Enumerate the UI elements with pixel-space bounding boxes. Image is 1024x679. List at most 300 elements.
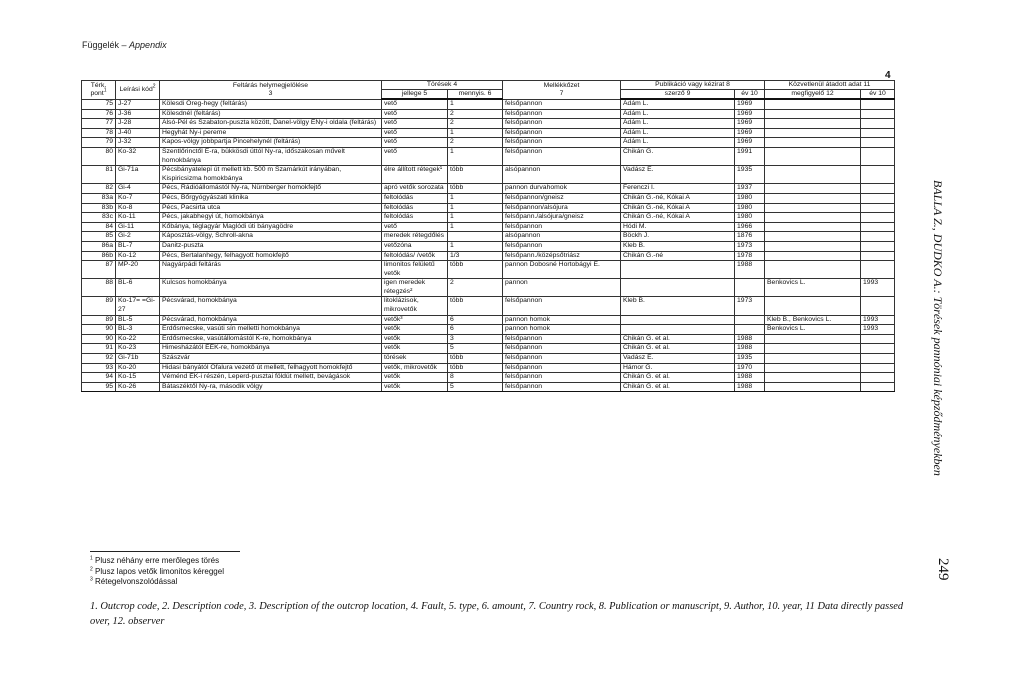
cell-jellege: vetők bbox=[382, 325, 448, 335]
cell-ev: 1988 bbox=[735, 334, 765, 344]
cell-pont: 91 bbox=[82, 344, 116, 354]
cell-mennyiseg: 1 bbox=[448, 193, 503, 203]
cell-kod: J-36 bbox=[116, 109, 160, 119]
cell-jellege: vető bbox=[382, 119, 448, 129]
cell-megfigyelo bbox=[765, 261, 861, 279]
cell-szerzo: Chikán G. bbox=[621, 147, 735, 165]
cell-hely: Szentlőrinctől É-ra, bükkösdi úttól Ny-ra, időszakosan művelt homokbánya bbox=[160, 147, 382, 165]
table-row bbox=[82, 297, 895, 315]
cell-szerzo: Chikán G. et al. bbox=[621, 334, 735, 344]
cell-szerzo: Vadász E. bbox=[621, 354, 735, 364]
table-row bbox=[82, 232, 895, 242]
cell-megfigyelo bbox=[765, 222, 861, 232]
cell-jellege: élre állított rétegek¹ bbox=[382, 166, 448, 184]
cell-pont: 85 bbox=[82, 232, 116, 242]
cell-megfigyelo: Benkovics L. bbox=[765, 279, 861, 297]
cell-megfigyelo: Benkovics L. bbox=[765, 325, 861, 335]
cell-kozet: felsőpannon bbox=[503, 109, 621, 119]
cell-ev2 bbox=[861, 166, 895, 184]
cell-szerzo: Böckh J. bbox=[621, 232, 735, 242]
faults-appendix-table bbox=[81, 80, 895, 392]
cell-mennyiseg: 1 bbox=[448, 213, 503, 223]
cell-kozet: felsőpannon bbox=[503, 344, 621, 354]
cell-kozet: felsőpannon bbox=[503, 138, 621, 148]
cell-mennyiseg: 1/3 bbox=[448, 251, 503, 261]
cell-kod: Ko-26 bbox=[116, 382, 160, 392]
cell-hely: Danitz-puszta bbox=[160, 241, 382, 251]
cell-hely: Pécsbányatelepi út mellett kb. 500 m Szamárkút irányában, Kispiricsizma homokbánya bbox=[160, 166, 382, 184]
table-row bbox=[82, 203, 895, 213]
cell-pont: 80 bbox=[82, 147, 116, 165]
cell-pont: 83a bbox=[82, 193, 116, 203]
cell-mennyiseg: 1 bbox=[448, 99, 503, 109]
cell-mennyiseg: több bbox=[448, 297, 503, 315]
cell-hely: Pécs, Pacsirta utca bbox=[160, 203, 382, 213]
cell-jellege: vető bbox=[382, 128, 448, 138]
cell-kozet: felsőpannon bbox=[503, 99, 621, 109]
cell-hely: Erdősmecske, vasútállomástól K-re, homokbánya bbox=[160, 334, 382, 344]
cell-ev2 bbox=[861, 109, 895, 119]
cell-kod: Gi-71a bbox=[116, 166, 160, 184]
cell-kod: Ko-17= =Gi-27 bbox=[116, 297, 160, 315]
cell-mennyiseg: több bbox=[448, 354, 503, 364]
cell-ev: 1973 bbox=[735, 241, 765, 251]
cell-mennyiseg: 1 bbox=[448, 222, 503, 232]
cell-pont: 89 bbox=[82, 315, 116, 325]
cell-kozet: felsőpannon/gneisz bbox=[503, 193, 621, 203]
cell-pont: 92 bbox=[82, 354, 116, 364]
cell-hely: Pécs, Bertalanhegy, felhagyott homokfejtő bbox=[160, 251, 382, 261]
cell-szerzo: Ádám L. bbox=[621, 99, 735, 109]
column-legend: 1. Outcrop code, 2. Description code, 3. Description of the outcrop location, 4. Fault, 5. type, 6. amount, 7. Country rock, 8. Publication or manuscript, 9. Author, 10. year, 11 Data directly passed over, 12. observer bbox=[90, 601, 904, 627]
running-header bbox=[82, 40, 167, 50]
cell-kozet: pannon Dobosné Hortobágyi E. bbox=[503, 261, 621, 279]
cell-kod: J-27 bbox=[116, 99, 160, 109]
cell-ev2 bbox=[861, 251, 895, 261]
table-row bbox=[82, 222, 895, 232]
cell-pont: 77 bbox=[82, 119, 116, 129]
header-mellekkozet: Mellékkőzet 7 bbox=[503, 81, 621, 100]
cell-ev: 1980 bbox=[735, 203, 765, 213]
table-row bbox=[82, 213, 895, 223]
cell-ev2: 1993 bbox=[861, 279, 895, 297]
cell-kod: Gi-4 bbox=[116, 184, 160, 194]
cell-pont: 76 bbox=[82, 109, 116, 119]
cell-pont: 83c bbox=[82, 213, 116, 223]
column-marker-4: 4 bbox=[885, 70, 891, 81]
cell-ev2 bbox=[861, 119, 895, 129]
cell-pont: 93 bbox=[82, 363, 116, 373]
cell-ev2 bbox=[861, 128, 895, 138]
cell-jellege: apró vetők sorozata bbox=[382, 184, 448, 194]
cell-jellege: feltolódás/ /vetők bbox=[382, 251, 448, 261]
cell-jellege: limonitos felületű vetők bbox=[382, 261, 448, 279]
header-megfigyelo: megfigyelő 12 bbox=[765, 90, 861, 100]
cell-jellege: meredek rétegdőlés bbox=[382, 232, 448, 242]
cell-szerzo: Ádám L. bbox=[621, 138, 735, 148]
cell-ev: 1935 bbox=[735, 354, 765, 364]
cell-ev2 bbox=[861, 213, 895, 223]
cell-jellege: vető bbox=[382, 99, 448, 109]
cell-kozet: felsőpannon bbox=[503, 222, 621, 232]
table-row bbox=[82, 193, 895, 203]
cell-jellege: feltolódás bbox=[382, 213, 448, 223]
cell-hely: Pécsvárad, homokbánya bbox=[160, 297, 382, 315]
cell-pont: 86a bbox=[82, 241, 116, 251]
cell-szerzo bbox=[621, 279, 735, 297]
cell-kozet: felsőpannon bbox=[503, 297, 621, 315]
table-row bbox=[82, 382, 895, 392]
cell-mennyiseg: 1 bbox=[448, 241, 503, 251]
cell-szerzo: Hódi M. bbox=[621, 222, 735, 232]
cell-szerzo: Ádám L. bbox=[621, 109, 735, 119]
cell-szerzo bbox=[621, 315, 735, 325]
header-kozvetlenul: Közvetlenül átadott adat 11 bbox=[765, 81, 895, 90]
table-row bbox=[82, 109, 895, 119]
cell-ev2 bbox=[861, 99, 895, 109]
cell-megfigyelo: Kleb B., Benkovics L. bbox=[765, 315, 861, 325]
cell-hely: Káposztás-völgy, Schroll-akna bbox=[160, 232, 382, 242]
cell-mennyiseg: 1 bbox=[448, 147, 503, 165]
cell-mennyiseg: 1 bbox=[448, 128, 503, 138]
cell-kozet: felsőpannon bbox=[503, 354, 621, 364]
cell-kod: Ko-12 bbox=[116, 251, 160, 261]
cell-megfigyelo bbox=[765, 232, 861, 242]
cell-kozet: alsópannon bbox=[503, 166, 621, 184]
cell-ev: 1980 bbox=[735, 193, 765, 203]
cell-mennyiseg: 2 bbox=[448, 109, 503, 119]
cell-hely: Pécs, Rádióállomástól Ny-ra, Nürnberger homokfejtő bbox=[160, 184, 382, 194]
cell-hely: Szászvár bbox=[160, 354, 382, 364]
cell-hely: Bátaszéktől Ny-ra, második völgy bbox=[160, 382, 382, 392]
cell-mennyiseg: 8 bbox=[448, 373, 503, 383]
cell-kozet: felsőpannon bbox=[503, 363, 621, 373]
table-row bbox=[82, 166, 895, 184]
cell-ev: 1969 bbox=[735, 138, 765, 148]
table-row bbox=[82, 184, 895, 194]
cell-hely: Kapos-völgy jobbpartja Pincehelynél (feltárás) bbox=[160, 138, 382, 148]
cell-jellege: feltolódás bbox=[382, 193, 448, 203]
cell-kod: Ko-23 bbox=[116, 344, 160, 354]
cell-pont: 94 bbox=[82, 373, 116, 383]
cell-kozet: pannon homok bbox=[503, 315, 621, 325]
cell-kozet: felsőpann./alsójura/gneisz bbox=[503, 213, 621, 223]
cell-ev: 1988 bbox=[735, 261, 765, 279]
cell-jellege: törések bbox=[382, 354, 448, 364]
cell-hely: Véménd ÉK-i részén, Leperd-pusztai földút mellett, bevágások bbox=[160, 373, 382, 383]
cell-jellege: vető bbox=[382, 138, 448, 148]
cell-hely: Himesházától ÉÉK-re, homokbánya bbox=[160, 344, 382, 354]
cell-mennyiseg: több bbox=[448, 184, 503, 194]
running-header-en: Appendix bbox=[129, 40, 167, 50]
cell-kod: Ko-22 bbox=[116, 334, 160, 344]
cell-ev2 bbox=[861, 382, 895, 392]
cell-ev: 1935 bbox=[735, 166, 765, 184]
cell-kozet: felsőpannon/alsójura bbox=[503, 203, 621, 213]
cell-ev: 1969 bbox=[735, 119, 765, 129]
cell-kozet: pannon homok bbox=[503, 325, 621, 335]
cell-kozet: felsőpannon bbox=[503, 147, 621, 165]
cell-pont: 75 bbox=[82, 99, 116, 109]
cell-jellege: vetők³ bbox=[382, 315, 448, 325]
cell-megfigyelo bbox=[765, 109, 861, 119]
cell-kod: MP-20 bbox=[116, 261, 160, 279]
cell-szerzo: Chikán G. et al. bbox=[621, 373, 735, 383]
cell-megfigyelo bbox=[765, 99, 861, 109]
header-ev: év 10 bbox=[735, 90, 765, 100]
header-toresek: Törések 4 bbox=[382, 81, 503, 90]
table-row bbox=[82, 251, 895, 261]
footnote-2: $^2$ Plusz lapos vetők limonitos kéreggel bbox=[90, 565, 224, 576]
cell-hely: Hegyhát Ny-i pereme bbox=[160, 128, 382, 138]
cell-ev: 1988 bbox=[735, 344, 765, 354]
cell-jellege: vetők bbox=[382, 334, 448, 344]
cell-ev2 bbox=[861, 363, 895, 373]
table-row bbox=[82, 119, 895, 129]
cell-ev: 1969 bbox=[735, 128, 765, 138]
cell-kod: Ko-15 bbox=[116, 373, 160, 383]
cell-ev2: 1993 bbox=[861, 325, 895, 335]
cell-szerzo: Ádám L. bbox=[621, 128, 735, 138]
header-terk-pont: Térk. pont$^1$ bbox=[82, 81, 116, 100]
header-publikacio: Publikáció vagy kézirat 8 bbox=[621, 81, 765, 90]
cell-megfigyelo bbox=[765, 373, 861, 383]
cell-szerzo: Chikán G.-né, Kókai A bbox=[621, 203, 735, 213]
cell-ev: 1978 bbox=[735, 251, 765, 261]
cell-mennyiseg: 5 bbox=[448, 382, 503, 392]
cell-kozet: felsőpannon bbox=[503, 128, 621, 138]
side-page-number: 249 bbox=[935, 558, 951, 581]
cell-ev2: 1993 bbox=[861, 315, 895, 325]
cell-mennyiseg: 6 bbox=[448, 325, 503, 335]
cell-megfigyelo bbox=[765, 241, 861, 251]
cell-szerzo: Hámor G. bbox=[621, 363, 735, 373]
cell-ev2 bbox=[861, 184, 895, 194]
cell-megfigyelo bbox=[765, 119, 861, 129]
cell-ev2 bbox=[861, 241, 895, 251]
cell-megfigyelo bbox=[765, 251, 861, 261]
cell-kozet: felsőpannon bbox=[503, 334, 621, 344]
cell-jellege: feltolódás bbox=[382, 203, 448, 213]
cell-hely: Nagyárpádi feltárás bbox=[160, 261, 382, 279]
cell-szerzo: Chikán G.-né bbox=[621, 251, 735, 261]
table-body bbox=[82, 99, 895, 392]
cell-mennyiseg: 5 bbox=[448, 344, 503, 354]
table-row bbox=[82, 315, 895, 325]
cell-mennyiseg: több bbox=[448, 363, 503, 373]
cell-hely: Pécsvárad, homokbánya bbox=[160, 315, 382, 325]
table-row bbox=[82, 147, 895, 165]
cell-szerzo: Chikán G. et al. bbox=[621, 382, 735, 392]
table-row bbox=[82, 373, 895, 383]
cell-kod: BL-3 bbox=[116, 325, 160, 335]
cell-ev: 1969 bbox=[735, 109, 765, 119]
cell-ev: 1991 bbox=[735, 147, 765, 165]
cell-jellege: litoklázisok, mikrovetők bbox=[382, 297, 448, 315]
cell-hely: Pécs, Bőrgyógyászati klinika bbox=[160, 193, 382, 203]
footnote-rule bbox=[90, 551, 240, 552]
cell-ev2 bbox=[861, 261, 895, 279]
cell-ev: 1973 bbox=[735, 297, 765, 315]
cell-kod: Ko-32 bbox=[116, 147, 160, 165]
cell-ev: 1988 bbox=[735, 382, 765, 392]
cell-pont: 84 bbox=[82, 222, 116, 232]
cell-jellege: vetőzóna bbox=[382, 241, 448, 251]
header-ev-2: év 10 bbox=[861, 90, 895, 100]
cell-hely: Kulcsos homokbánya bbox=[160, 279, 382, 297]
cell-pont: 83b bbox=[82, 203, 116, 213]
cell-mennyiseg: több bbox=[448, 166, 503, 184]
cell-mennyiseg: 2 bbox=[448, 279, 503, 297]
cell-jellege: vető bbox=[382, 222, 448, 232]
cell-ev: 1937 bbox=[735, 184, 765, 194]
cell-ev2 bbox=[861, 138, 895, 148]
cell-megfigyelo bbox=[765, 138, 861, 148]
cell-szerzo: Ádám L. bbox=[621, 119, 735, 129]
cell-megfigyelo bbox=[765, 128, 861, 138]
cell-megfigyelo bbox=[765, 334, 861, 344]
cell-szerzo: Chikán G.-né, Kókai A bbox=[621, 193, 735, 203]
cell-kod: Ko-7 bbox=[116, 193, 160, 203]
table-row bbox=[82, 279, 895, 297]
cell-megfigyelo bbox=[765, 363, 861, 373]
header-szerzo: szerző 9 bbox=[621, 90, 735, 100]
cell-hely: Alsó-Pél és Szabaton-puszta között, Danel-völgy ÉNy-i oldala (feltárás) bbox=[160, 119, 382, 129]
table-row bbox=[82, 354, 895, 364]
cell-ev: 1969 bbox=[735, 99, 765, 109]
cell-szerzo: Kleb B. bbox=[621, 297, 735, 315]
cell-hely: Kölesdi Öreg-hegy (feltárás) bbox=[160, 99, 382, 109]
cell-ev: 1876 bbox=[735, 232, 765, 242]
table-row bbox=[82, 99, 895, 109]
cell-pont: 79 bbox=[82, 138, 116, 148]
cell-ev bbox=[735, 315, 765, 325]
cell-kod: Ko-20 bbox=[116, 363, 160, 373]
cell-ev2 bbox=[861, 232, 895, 242]
cell-hely: Kölesdnél (feltárás) bbox=[160, 109, 382, 119]
cell-ev2 bbox=[861, 373, 895, 383]
cell-megfigyelo bbox=[765, 297, 861, 315]
cell-kod: J-40 bbox=[116, 128, 160, 138]
header-mennyis: mennyis. 6 bbox=[448, 90, 503, 100]
cell-megfigyelo bbox=[765, 203, 861, 213]
cell-pont: 82 bbox=[82, 184, 116, 194]
cell-kozet: felsőpannon bbox=[503, 373, 621, 383]
cell-jellege: vetők, mikrovetők bbox=[382, 363, 448, 373]
cell-kod: J-28 bbox=[116, 119, 160, 129]
cell-hely: Pécs, jakabhegyi út, homokbánya bbox=[160, 213, 382, 223]
cell-szerzo: Kleb B. bbox=[621, 241, 735, 251]
cell-mennyiseg: 1 bbox=[448, 203, 503, 213]
cell-szerzo bbox=[621, 325, 735, 335]
cell-jellege: vetők bbox=[382, 382, 448, 392]
cell-ev2 bbox=[861, 354, 895, 364]
cell-kod: BL-7 bbox=[116, 241, 160, 251]
cell-pont: 78 bbox=[82, 128, 116, 138]
cell-pont: 90 bbox=[82, 334, 116, 344]
cell-pont: 81 bbox=[82, 166, 116, 184]
cell-mennyiseg: 3 bbox=[448, 334, 503, 344]
cell-pont: 95 bbox=[82, 382, 116, 392]
cell-ev: 1988 bbox=[735, 373, 765, 383]
running-header-hu: Függelék – bbox=[82, 40, 127, 50]
cell-ev2 bbox=[861, 297, 895, 315]
cell-jellege: vetők bbox=[382, 344, 448, 354]
cell-megfigyelo bbox=[765, 344, 861, 354]
cell-mennyiseg: 6 bbox=[448, 315, 503, 325]
cell-pont: 87 bbox=[82, 261, 116, 279]
cell-ev2 bbox=[861, 344, 895, 354]
cell-kozet: pannon durvahomok bbox=[503, 184, 621, 194]
cell-ev2 bbox=[861, 147, 895, 165]
table-row bbox=[82, 363, 895, 373]
cell-hely: Hidasi bányától Ófalura vezető út mellett, felhagyott homokfejtő bbox=[160, 363, 382, 373]
cell-kod: Ko-8 bbox=[116, 203, 160, 213]
cell-ev bbox=[735, 325, 765, 335]
cell-mennyiseg: 2 bbox=[448, 119, 503, 129]
cell-kod: BL-5 bbox=[116, 315, 160, 325]
cell-pont: 88 bbox=[82, 279, 116, 297]
cell-szerzo: Chikán G.-né, Kókai A bbox=[621, 213, 735, 223]
cell-jellege: igen meredek rétegzés² bbox=[382, 279, 448, 297]
cell-jellege: vető bbox=[382, 109, 448, 119]
cell-megfigyelo bbox=[765, 193, 861, 203]
cell-szerzo: Ferenczi I. bbox=[621, 184, 735, 194]
cell-megfigyelo bbox=[765, 166, 861, 184]
cell-ev: 1966 bbox=[735, 222, 765, 232]
table-row bbox=[82, 138, 895, 148]
cell-kozet: felsőpannon bbox=[503, 382, 621, 392]
cell-kozet: felsőpannon bbox=[503, 119, 621, 129]
cell-kozet: felsőpann./középsőtriász bbox=[503, 251, 621, 261]
cell-ev2 bbox=[861, 222, 895, 232]
cell-szerzo: Vadász E. bbox=[621, 166, 735, 184]
cell-pont: 86b bbox=[82, 251, 116, 261]
cell-ev: 1980 bbox=[735, 213, 765, 223]
cell-ev2 bbox=[861, 334, 895, 344]
table-row bbox=[82, 241, 895, 251]
header-jellege: jellege 5 bbox=[382, 90, 448, 100]
header-feltaras: Feltárás helymegjelölése 3 bbox=[160, 81, 382, 100]
footnote-3: $^3$ Rétegelvonszolódással bbox=[90, 576, 178, 586]
cell-pont: 90 bbox=[82, 325, 116, 335]
cell-hely: Kőbánya, téglagyár Maglódi úti bányagödre bbox=[160, 222, 382, 232]
cell-hely: Erdősmecske, vasúti sín melletti homokbánya bbox=[160, 325, 382, 335]
header-leirasi-kod: Leírási kód$^2$ bbox=[116, 81, 160, 100]
table-row bbox=[82, 334, 895, 344]
cell-kozet: pannon bbox=[503, 279, 621, 297]
cell-mennyiseg: több bbox=[448, 261, 503, 279]
cell-ev2 bbox=[861, 203, 895, 213]
cell-kozet: alsópannon bbox=[503, 232, 621, 242]
cell-mennyiseg bbox=[448, 232, 503, 242]
cell-kozet: felsőpannon bbox=[503, 241, 621, 251]
cell-ev2 bbox=[861, 193, 895, 203]
cell-megfigyelo bbox=[765, 382, 861, 392]
footnotes bbox=[90, 556, 224, 588]
table-row bbox=[82, 261, 895, 279]
cell-pont: 89 bbox=[82, 297, 116, 315]
cell-megfigyelo bbox=[765, 354, 861, 364]
cell-kod: Gi-2 bbox=[116, 232, 160, 242]
cell-jellege: vetők bbox=[382, 373, 448, 383]
cell-kod: Gi-11 bbox=[116, 222, 160, 232]
cell-kod: BL-6 bbox=[116, 279, 160, 297]
cell-ev bbox=[735, 279, 765, 297]
footnote-1: $^1$ Plusz néhány erre merőleges törés bbox=[90, 555, 220, 565]
cell-szerzo bbox=[621, 261, 735, 279]
cell-jellege: vető bbox=[382, 147, 448, 165]
